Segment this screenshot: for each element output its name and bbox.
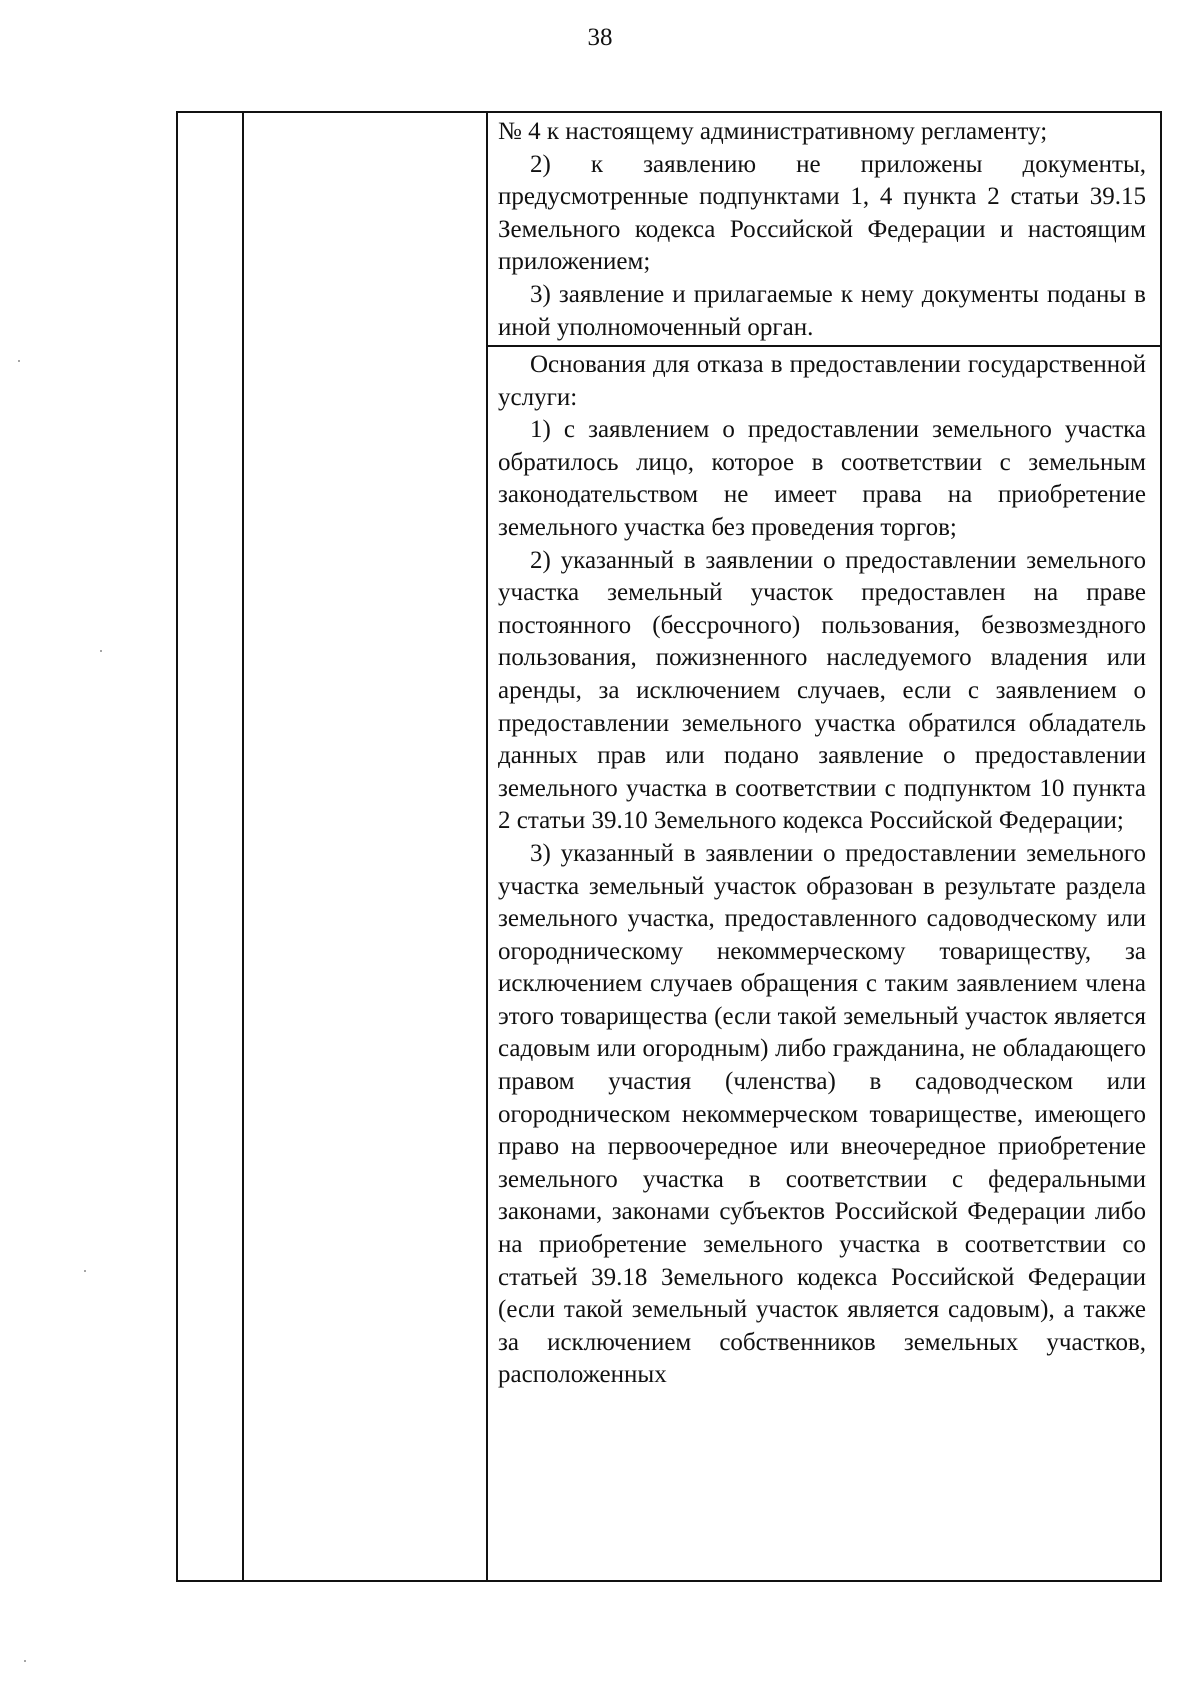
scan-artifact — [100, 650, 102, 652]
page-number: 38 — [587, 24, 613, 51]
column-divider-1 — [242, 113, 244, 1580]
paragraph: 2) указанный в заявлении о предоставлении земельного участка земельный участок предоставлен на праве постоянного (бессрочного) пользования, безвозмездного пользования, пожизненного наследуемого владения или аренды, за исключением случаев, если с заявлением о предоставлении земельного участка обратился обладатель данных прав или подано заявление о предоставлении земельного участка в соответствии с подпунктом 10 пункта 2 статьи 39.10 Земельного кодекса Российской Федерации; — [498, 546, 1146, 835]
scan-artifact — [24, 1660, 26, 1662]
row-divider — [486, 345, 1160, 347]
paragraph: 3) указанный в заявлении о предоставлении земельного участка земельный участок образован в результате раздела земельного участка, предоставленного садоводческому или огородническому некоммерческому товариществу, за исключением случаев обращения с таким заявлением члена этого товарищества (если такой земельный участок является садовым или огородным) либо гражданина, не обладающего правом участия (членства) в садоводческом или огородническом некоммерческом товариществе, имеющего право на первоочередное или внеочередное приобретение земельного участка в соответствии с федеральными законами, законами субъектов Российской Федерации либо на приобретение земельного участка в соответствии со статьей 39.18 Земельного кодекса Российской Федерации (если такой земельный участок является садовым), а также за исключением собственников земельных участков, расположенных — [498, 839, 1146, 1389]
table-cell-row2-text — [498, 349, 1146, 1392]
regulation-table — [176, 111, 1162, 1582]
scan-artifact — [18, 360, 20, 362]
column-divider-2 — [486, 113, 488, 1580]
scan-artifact — [84, 1270, 86, 1272]
paragraph: 2) к заявлению не приложены документы, предусмотренные подпунктами 1, 4 пункта 2 статьи 39.15 Земельного кодекса Российской Федерации и настоящим приложением; — [498, 150, 1146, 276]
paragraph: 3) заявление и прилагаемые к нему документы поданы в иной уполномоченный орган. — [498, 280, 1146, 341]
paragraph: 1) с заявлением о предоставлении земельного участка обратилось лицо, которое в соответствии с земельным законодательством не имеет права на приобретение земельного участка без проведения торгов; — [498, 416, 1146, 541]
paragraph: Основания для отказа в предоставлении государственной услуги: — [498, 351, 1146, 411]
table-cell-row1-text — [498, 116, 1146, 344]
paragraph: № 4 к настоящему административному регламенту; — [498, 118, 1048, 145]
